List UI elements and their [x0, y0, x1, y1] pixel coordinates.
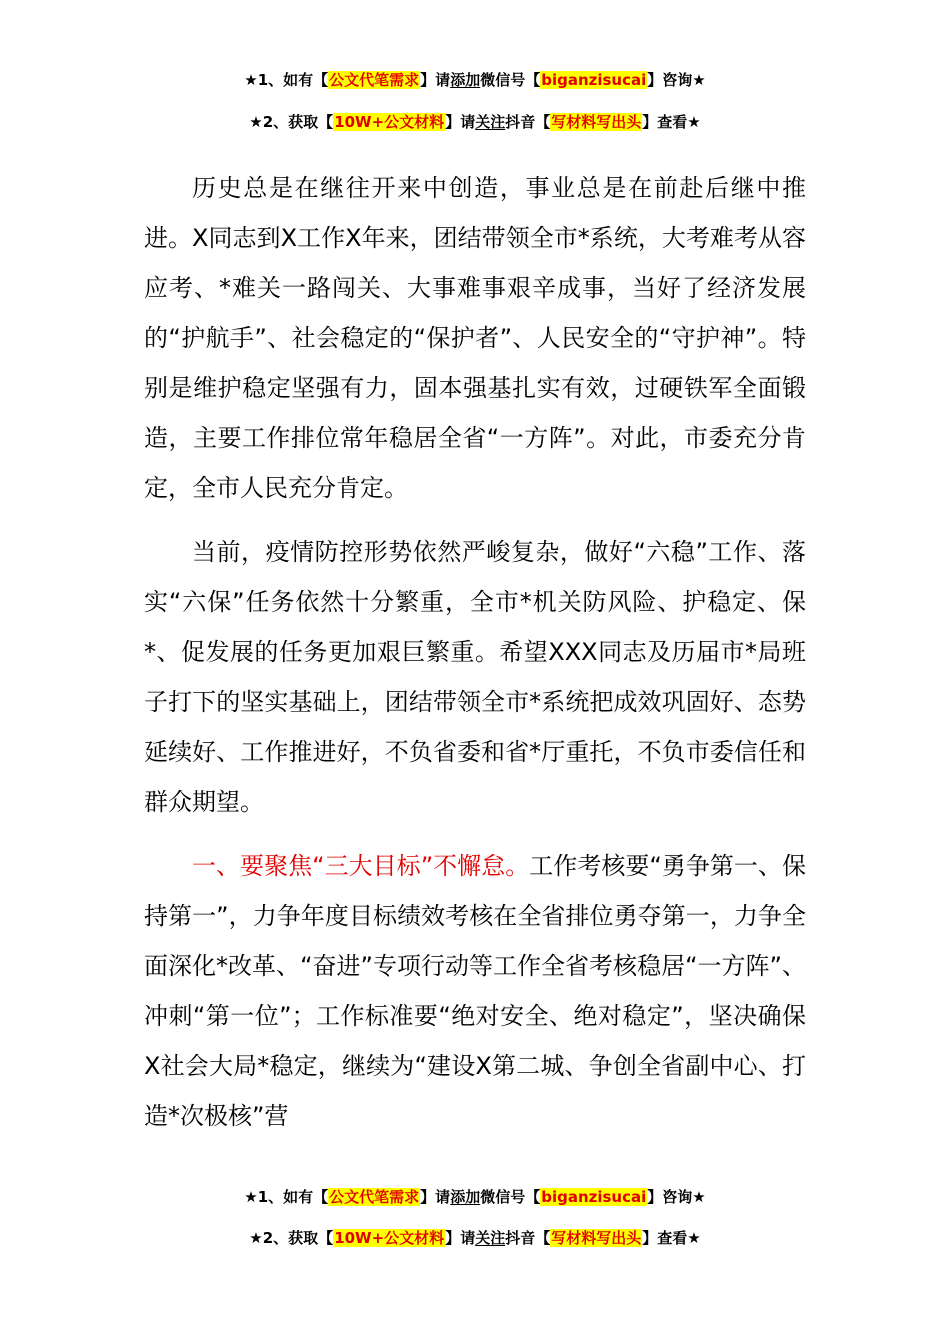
- section-heading: 一、要聚焦“三大目标”不懈怠。: [192, 852, 530, 880]
- banner-underline: 关注: [475, 113, 506, 131]
- banner-text: 】咨询★: [647, 1188, 706, 1206]
- banner-highlight: biganzisucai: [541, 71, 647, 89]
- paragraph-3: [144, 841, 806, 1141]
- section-body: 工作考核要“勇争第一、保持第一”，力争年度目标绩效考核在全省排位勇夺第一，力争全面深化*改革、“奋进”专项行动等工作全省考核稳居“一方阵”、冲刺“第一位”；工作标准要“绝对安全、绝对稳定”，坚决确保X社会大局*稳定，继续为“建设X第二城、争创全省副中心、打造*次极核”营: [144, 852, 806, 1130]
- banner-text: ★2、获取【: [249, 113, 334, 131]
- banner-underline: 添加: [450, 71, 481, 89]
- banner-text: 微信号【: [480, 1188, 541, 1206]
- banner-text: ★1、如有【: [244, 71, 329, 89]
- banner-text: 】查看★: [642, 1229, 701, 1247]
- promo-banner-top-2: [0, 111, 950, 133]
- banner-highlight: 公文代笔需求: [329, 71, 420, 89]
- banner-text: 】请: [445, 1229, 476, 1247]
- banner-highlight: 公文代笔需求: [329, 1188, 420, 1206]
- paragraph-2: 当前，疫情防控形势依然严峻复杂，做好“六稳”工作、落实“六保”任务依然十分繁重，全市*机关防风险、护稳定、保*、促发展的任务更加艰巨繁重。希望XXX同志及历届市*局班子打下的坚实基础上，团结带领全市*系统把成效巩固好、态势延续好、工作推进好，不负省委和省*厅重托，不负市委信任和群众期望。: [144, 538, 806, 816]
- banner-text: ★2、获取【: [249, 1229, 334, 1247]
- paragraph-1: 历史总是在继往开来中创造，事业总是在前赴后继中推进。X同志到X工作X年来，团结带领全市*系统，大考难考从容应考、*难关一路闯关、大事难事艰辛成事，当好了经济发展的“护航手”、社会稳定的“保护者”、人民安全的“守护神”。特别是维护稳定坚强有力，固本强基扎实有效，过硬铁军全面锻造，主要工作排位常年稳居全省“一方阵”。对此，市委充分肯定，全市人民充分肯定。: [144, 174, 806, 502]
- banner-highlight: 写材料写出头: [551, 1229, 642, 1247]
- promo-banner-bottom-1: [0, 1186, 950, 1208]
- banner-highlight: 10W+公文材料: [334, 113, 445, 131]
- banner-underline: 添加: [450, 1188, 481, 1206]
- banner-text: 】请: [420, 1188, 451, 1206]
- banner-text: 】请: [420, 71, 451, 89]
- promo-banner-bottom-2: [0, 1227, 950, 1249]
- banner-highlight: biganzisucai: [541, 1188, 647, 1206]
- banner-underline: 关注: [475, 1229, 506, 1247]
- banner-text: 】请: [445, 113, 476, 131]
- banner-text: 微信号【: [480, 71, 541, 89]
- banner-highlight: 写材料写出头: [551, 113, 642, 131]
- promo-banner-top-1: [0, 69, 950, 91]
- banner-text: 抖音【: [505, 1229, 551, 1247]
- document-body: [144, 163, 806, 1141]
- banner-text: ★1、如有【: [244, 1188, 329, 1206]
- banner-text: 】咨询★: [647, 71, 706, 89]
- banner-text: 】查看★: [642, 113, 701, 131]
- banner-highlight: 10W+公文材料: [334, 1229, 445, 1247]
- banner-text: 抖音【: [505, 113, 551, 131]
